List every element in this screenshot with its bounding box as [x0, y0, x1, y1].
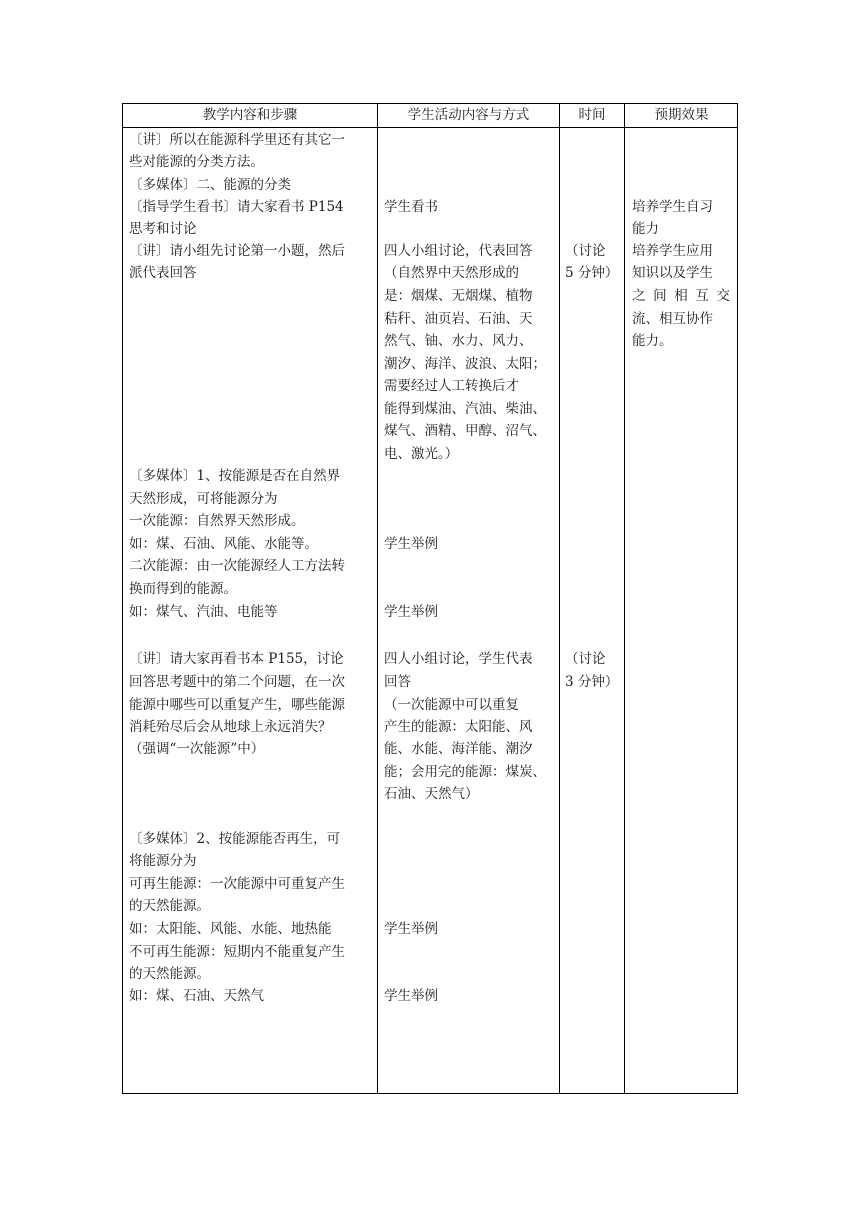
- content-line: 如：太阳能、风能、水能、地热能: [129, 921, 332, 937]
- content-line: 〔指导学生看书〕请大家看书 P154: [129, 199, 344, 215]
- content-line: 将能源分为: [129, 853, 197, 869]
- content-line: 些对能源的分类方法。: [129, 154, 264, 170]
- content-line: 〔讲〕所以在能源科学里还有其它一: [129, 132, 345, 148]
- time-line: 3 分钟）: [565, 674, 619, 690]
- effect-line: 培养学生自习: [632, 199, 713, 215]
- activity-line: 电、激光。）: [384, 446, 459, 462]
- effect-line: 知识以及学生: [632, 265, 713, 281]
- effect-line: 培养学生应用: [632, 243, 713, 259]
- activity-line: 四人小组讨论，代表回答: [384, 243, 533, 259]
- lesson-plan-table: [122, 103, 738, 1094]
- activity-line: 回答: [384, 674, 411, 690]
- activity-line: （一次能源中可以重复: [384, 697, 519, 713]
- content-line: 派代表回答: [129, 265, 197, 281]
- content-line: 〔讲〕请大家再看书本 P155，讨论: [129, 651, 344, 667]
- activity-line: 石油、天然气）: [384, 786, 479, 802]
- activity-line: 需要经过人工转换后才: [384, 378, 519, 394]
- activity-line: 能得到煤油、汽油、柴油、: [384, 401, 546, 417]
- content-line: 〔多媒体〕二、能源的分类: [129, 177, 291, 193]
- content-line: 〔多媒体〕1、按能源是否在自然界: [129, 468, 341, 484]
- content-line: 换而得到的能源。: [129, 581, 237, 597]
- activity-line: 煤气、酒精、甲醇、沼气、: [384, 423, 546, 439]
- activity-line: 学生看书: [384, 199, 438, 215]
- header-student-activity: 学生活动内容与方式: [407, 107, 530, 123]
- content-line: 如：煤、石油、风能、水能等。: [129, 536, 318, 552]
- activity-line: 四人小组讨论，学生代表: [384, 651, 533, 667]
- activity-line: 潮汐、海洋、波浪、太阳；: [384, 356, 546, 372]
- effect-line: 能力。: [632, 333, 673, 349]
- effect-line: 流、相互协作: [632, 311, 713, 327]
- activity-line: 是：烟煤、无烟煤、植物: [384, 288, 533, 304]
- header-divider: [123, 127, 737, 128]
- content-line: 不可再生能源：短期内不能重复产生: [129, 944, 345, 960]
- content-line: 消耗殆尽后会从地球上永远消失？: [129, 719, 332, 735]
- time-line: （讨论: [565, 243, 606, 259]
- content-line: 可再生能源：一次能源中可重复产生: [129, 876, 345, 892]
- activity-line: 学生举例: [384, 921, 438, 937]
- content-line: 的天然能源。: [129, 966, 210, 982]
- effect-line: 能力: [632, 221, 659, 237]
- content-line: 思考和讨论: [129, 221, 197, 237]
- content-line: 如：煤、石油、天然气: [129, 988, 264, 1004]
- column-divider: [624, 104, 625, 1093]
- time-line: 5 分钟）: [565, 265, 619, 281]
- activity-line: 能；会用完的能源：煤炭、: [384, 764, 546, 780]
- content-line: 如：煤气、汽油、电能等: [129, 604, 278, 620]
- activity-line: 学生举例: [384, 604, 438, 620]
- column-divider: [559, 104, 560, 1093]
- content-line: 〔讲〕请小组先讨论第一小题，然后: [129, 243, 345, 259]
- activity-line: 然气、铀、水力、风力、: [384, 333, 533, 349]
- header-teaching-content: 教学内容和步骤: [202, 107, 298, 123]
- activity-line: （自然界中天然形成的: [384, 265, 519, 281]
- effect-line: 之间相互交: [632, 288, 730, 304]
- content-line: 能源中哪些可以重复产生，哪些能源: [129, 697, 345, 713]
- content-line: （强调“一次能源”中）: [129, 741, 265, 757]
- content-line: 一次能源：自然界天然形成。: [129, 513, 305, 529]
- activity-line: 产生的能源：太阳能、风: [384, 719, 533, 735]
- activity-line: 能、水能、海洋能、潮汐: [384, 741, 533, 757]
- column-divider: [377, 104, 378, 1093]
- header-expected-effect: 预期效果: [654, 107, 709, 123]
- content-line: 二次能源：由一次能源经人工方法转: [129, 558, 345, 574]
- content-line: 〔多媒体〕2、按能源能否再生，可: [129, 831, 341, 847]
- header-time: 时间: [578, 107, 606, 123]
- content-line: 的天然能源。: [129, 898, 210, 914]
- content-line: 回答思考题中的第二个问题，在一次: [129, 674, 345, 690]
- content-line: 天然形成，可将能源分为: [129, 491, 278, 507]
- activity-line: 学生举例: [384, 988, 438, 1004]
- time-line: （讨论: [565, 651, 606, 667]
- activity-line: 秸秆、油页岩、石油、天: [384, 311, 533, 327]
- activity-line: 学生举例: [384, 536, 438, 552]
